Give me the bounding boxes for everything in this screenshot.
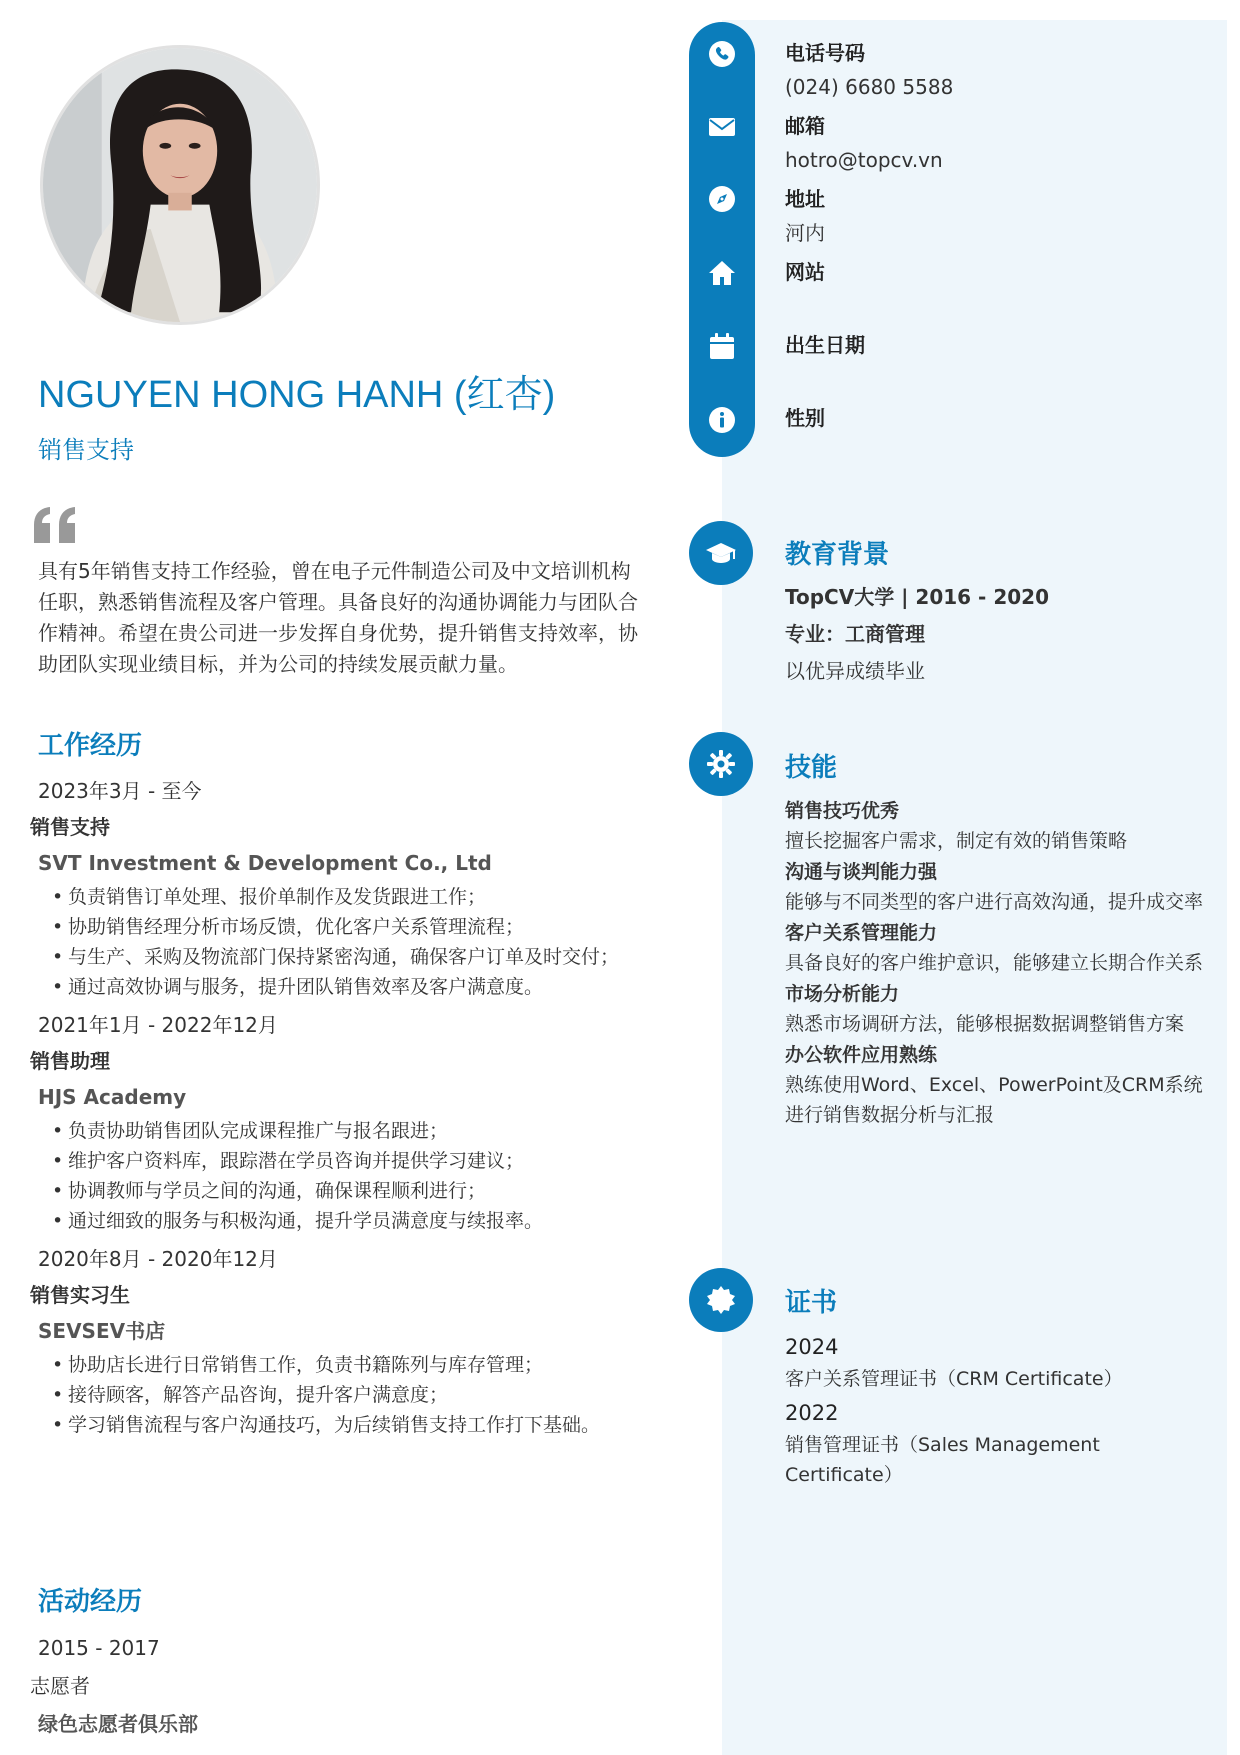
address-label: 地址	[785, 187, 825, 211]
list-item: • 协助销售经理分析市场反馈，优化客户关系管理流程；	[50, 912, 650, 942]
job-company: SEVSEV书店	[38, 1319, 166, 1343]
activities-block	[30, 1633, 670, 1739]
skill-description: 熟悉市场调研方法，能够根据数据调整销售方案	[785, 1013, 1185, 1035]
education-major: 专业：工商管理	[785, 622, 925, 646]
job-position: 销售助理	[30, 1049, 110, 1073]
phone-label: 电话号码	[785, 41, 865, 65]
profile-summary: 具有5年销售支持工作经验，曾在电子元件制造公司及中文培训机构任职，熟悉销售流程及客户管理。具备良好的沟通协调能力与团队合作精神。希望在贵公司进一步发挥自身优势，提升销售支持效率，协助团队实现业绩目标，并为公司的持续发展贡献力量。	[38, 559, 638, 676]
job-position: 销售支持	[30, 815, 110, 839]
contact-icon-bar	[689, 22, 755, 457]
job-position: 销售实习生	[30, 1283, 130, 1307]
gender-label: 性别	[785, 406, 825, 430]
job-entry	[30, 1010, 670, 1236]
skill-name: 销售技巧优秀	[785, 800, 900, 822]
list-item: • 维护客户资料库，跟踪潜在学员咨询并提供学习建议；	[50, 1146, 650, 1176]
certificates-list	[785, 1330, 1205, 1492]
job-company: SVT Investment & Development Co., Ltd	[38, 851, 492, 875]
activity-role: 志愿者	[30, 1674, 90, 1698]
skill-description: 能够与不同类型的客户进行高效沟通，提升成交率	[785, 891, 1204, 913]
skills-list	[785, 796, 1205, 1131]
job-tasks	[30, 1350, 650, 1440]
work-experience-list	[30, 776, 670, 1448]
address-value: 河内	[785, 221, 825, 245]
list-item: • 协助店长进行日常销售工作，负责书籍陈列与库存管理；	[50, 1350, 650, 1380]
birthdate-label: 出生日期	[785, 333, 865, 357]
work-experience-title: 工作经历	[38, 731, 143, 761]
list-item: • 负责协助销售团队完成课程推广与报名跟进；	[50, 1116, 650, 1146]
job-title: 销售支持	[38, 436, 134, 464]
education-title: 教育背景	[785, 540, 890, 570]
job-date: 2023年3月 - 至今	[38, 779, 202, 803]
certificates-title: 证书	[785, 1288, 838, 1318]
certificate-year: 2024	[785, 1335, 839, 1359]
activities-title: 活动经历	[38, 1587, 143, 1617]
job-entry	[30, 1244, 670, 1440]
list-item: • 协调教师与学员之间的沟通，确保课程顺利进行；	[50, 1176, 650, 1206]
job-company: HJS Academy	[38, 1085, 187, 1109]
job-tasks	[30, 1116, 650, 1236]
badge-icon	[689, 1268, 753, 1332]
phone-value: (024) 6680 5588	[785, 75, 954, 99]
skill-name: 市场分析能力	[785, 983, 900, 1005]
calendar-icon	[700, 324, 744, 368]
skill-name: 沟通与谈判能力强	[785, 861, 938, 883]
list-item: • 通过细致的服务与积极沟通，提升学员满意度与续报率。	[50, 1206, 650, 1236]
graduation-cap-icon	[689, 521, 753, 585]
gear-icon	[689, 732, 753, 796]
list-item: • 与生产、采购及物流部门保持紧密沟通，确保客户订单及时交付；	[50, 942, 650, 972]
website-label: 网站	[785, 260, 825, 284]
compass-icon	[700, 177, 744, 221]
phone-icon	[700, 32, 744, 76]
education-block	[785, 582, 1205, 686]
email-value: hotro@topcv.vn	[785, 148, 943, 172]
activity-date: 2015 - 2017	[38, 1636, 160, 1660]
full-name: NGUYEN HONG HANH (红杏)	[38, 374, 556, 416]
activity-organization: 绿色志愿者俱乐部	[38, 1712, 198, 1736]
skill-description: 熟练使用Word、Excel、PowerPoint及CRM系统进行销售数据分析与汇报	[785, 1074, 1203, 1126]
skill-name: 客户关系管理能力	[785, 922, 938, 944]
skills-title: 技能	[785, 753, 838, 783]
avatar	[40, 45, 320, 325]
list-item: • 学习销售流程与客户沟通技巧，为后续销售支持工作打下基础。	[50, 1410, 650, 1440]
info-icon	[700, 398, 744, 442]
job-date: 2020年8月 - 2020年12月	[38, 1247, 278, 1271]
education-school: TopCV大学 | 2016 - 2020	[785, 585, 1049, 609]
skill-description: 擅长挖掘客户需求，制定有效的销售策略	[785, 830, 1128, 852]
list-item: • 接待顾客，解答产品咨询，提升客户满意度；	[50, 1380, 650, 1410]
quote-icon	[32, 505, 82, 545]
email-icon	[700, 105, 744, 149]
certificate-name: 销售管理证书（Sales Management Certificate）	[785, 1434, 1100, 1486]
certificate-year: 2022	[785, 1401, 839, 1425]
skill-name: 办公软件应用熟练	[785, 1044, 938, 1066]
certificate-name: 客户关系管理证书（CRM Certificate）	[785, 1368, 1123, 1390]
skill-description: 具备良好的客户维护意识，能够建立长期合作关系	[785, 952, 1204, 974]
job-tasks	[30, 882, 650, 1002]
job-entry	[30, 776, 670, 1002]
home-icon	[700, 251, 744, 295]
list-item: • 负责销售订单处理、报价单制作及发货跟进工作；	[50, 882, 650, 912]
list-item: • 通过高效协调与服务，提升团队销售效率及客户满意度。	[50, 972, 650, 1002]
education-note: 以优异成绩毕业	[785, 659, 925, 683]
email-label: 邮箱	[785, 114, 825, 138]
job-date: 2021年1月 - 2022年12月	[38, 1013, 278, 1037]
